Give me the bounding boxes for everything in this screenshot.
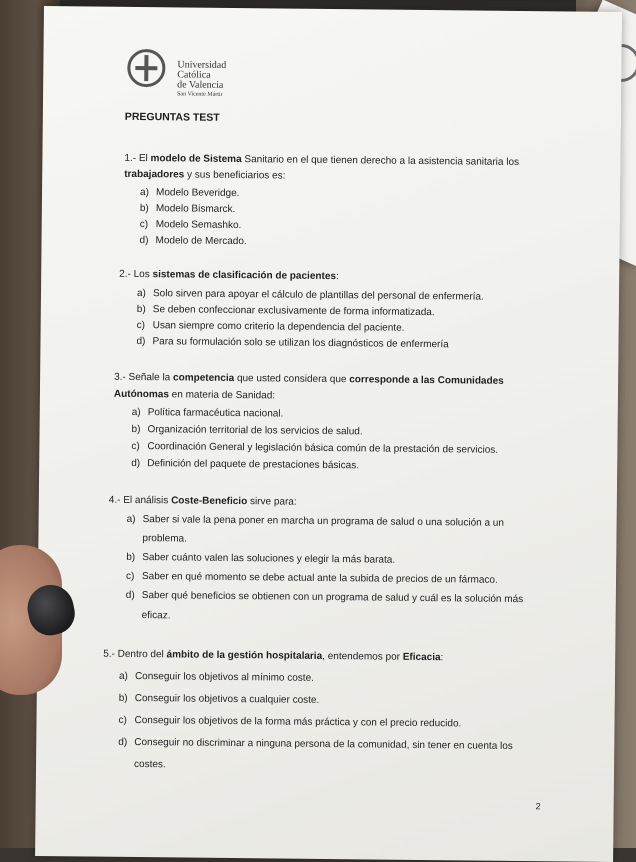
question-1 (124, 153, 519, 168)
option-letter: c) (136, 319, 146, 332)
university-seal-icon (127, 49, 165, 87)
option (126, 590, 523, 605)
option (137, 320, 405, 334)
option-text: Modelo Beveridge. (155, 187, 240, 200)
page-title: PREGUNTAS TEST (124, 110, 220, 124)
question-number: 5.- (103, 648, 115, 660)
page-number: 2 (535, 801, 541, 812)
question-text: y sus beneficiarios es: (184, 169, 286, 182)
option-letter: a) (139, 187, 150, 199)
option (131, 441, 498, 456)
question-text: en materia de Sanidad: (168, 389, 276, 402)
option-text: Se deben confeccionar exclusivamente de forma informatizada. (152, 304, 435, 319)
option (126, 552, 395, 566)
option-letter: b) (136, 303, 146, 316)
option-text: Conseguir no discriminar a ninguna persona de la comunidad, sin tener en cuenta los (134, 736, 513, 752)
question-text: El (138, 153, 151, 165)
option-text: Saber cuánto valen las soluciones y elegir la más barata. (142, 552, 396, 566)
option-letter: d) (139, 235, 149, 247)
option (127, 514, 504, 529)
option-text: Organización territorial de los servicios de salud. (147, 424, 363, 438)
option-letter: c) (139, 219, 149, 231)
question-text: : (440, 652, 444, 664)
question-text: que usted considera que (234, 373, 350, 386)
logo-line: San Vicente Mártir (177, 91, 223, 98)
question-1-cont (124, 169, 285, 182)
logo-line: Universidad (177, 59, 227, 71)
option (132, 424, 363, 437)
option-letter: a) (136, 287, 146, 300)
option-text: Saber si vale la pena poner en marcha un programa de salud o una solución a un (142, 514, 505, 529)
option (119, 671, 314, 684)
option (136, 336, 448, 350)
option (126, 571, 498, 586)
option-text: Solo sirven para apoyar el cálculo de plantillas del personal de enfermería. (152, 288, 484, 303)
option-letter: a) (131, 406, 141, 419)
question-keyword: corresponde a las Comunidades (349, 374, 504, 387)
question-3-cont (114, 389, 275, 402)
question-number: 2.- (119, 268, 131, 280)
option-text: Política farmacéutica nacional. (147, 407, 284, 420)
question-text: : (335, 271, 339, 283)
question-text: El análisis (123, 494, 172, 507)
option (118, 737, 513, 752)
option-letter: a) (126, 513, 136, 525)
option-letter: b) (131, 423, 141, 436)
option-text: Para su formulación solo se utilizan los diagnósticos de enfermería (152, 336, 449, 351)
question-text: Sanitario en el que tienen derecho a la asistencia sanitaria los (241, 154, 520, 168)
option-letter: a) (118, 670, 128, 682)
option (137, 304, 435, 318)
option (140, 203, 236, 215)
option-letter: c) (131, 440, 140, 453)
question-keyword: ámbito de la gestión hospitalaria (166, 649, 323, 662)
option (132, 407, 284, 420)
option-letter: d) (118, 736, 128, 748)
question-number: 4.- (108, 494, 121, 506)
option-text: Modelo Bismarck. (155, 203, 236, 216)
option-text: Modelo Semashko. (155, 219, 242, 232)
document-page (35, 6, 622, 862)
option-text: Coordinación General y legislación básica común de la prestación de servicios. (147, 441, 499, 456)
question-keyword: trabajadores (124, 168, 185, 181)
question-keyword: Coste-Beneficio (171, 495, 248, 508)
option-text: Conseguir los objetivos de la forma más práctica y con el precio reducido. (134, 714, 462, 730)
question-text: Dentro del (117, 648, 167, 661)
option-text: Definición del paquete de prestaciones básicas. (147, 458, 360, 472)
option-letter: d) (131, 457, 141, 470)
university-name (177, 60, 226, 99)
option-continuation: costes. (134, 758, 166, 771)
question-number: 3.- (114, 371, 126, 383)
logo-line: de Valencia (177, 79, 224, 91)
option-letter: b) (126, 551, 136, 563)
option-letter: b) (139, 203, 149, 215)
question-3 (114, 372, 504, 387)
option-text: Conseguir los objetivos a cualquier coste. (134, 692, 320, 706)
question-2 (119, 269, 339, 282)
question-keyword: competencia (172, 372, 235, 385)
option-letter: d) (125, 589, 135, 601)
option (137, 288, 484, 303)
option (119, 693, 320, 706)
option-text: Usan siempre como criterio la dependencia del paciente. (152, 320, 405, 334)
question-keyword: Autónomas (113, 388, 169, 401)
logo-line: Católica (177, 69, 211, 81)
option (139, 235, 246, 247)
question-5 (103, 649, 443, 664)
option-text: Saber qué beneficios se obtienen con un programa de salud y cuál es la solución más (141, 590, 524, 606)
question-text: sirve para: (247, 496, 297, 508)
option (140, 187, 240, 199)
option-letter: b) (118, 692, 128, 704)
option (131, 458, 359, 471)
option-continuation: problema. (142, 533, 187, 545)
option (118, 715, 461, 730)
question-keyword: sistemas de clasificación de pacientes (152, 269, 337, 283)
option-letter: c) (125, 570, 135, 582)
option (140, 219, 242, 231)
question-number: 1.- (124, 152, 137, 164)
option-text: Modelo de Mercado. (155, 235, 247, 248)
question-keyword: modelo de Sistema (150, 153, 242, 166)
question-text: Señale la (128, 371, 174, 384)
question-4 (109, 495, 297, 508)
question-text: Los (133, 268, 153, 281)
option-text: Conseguir los objetivos al mínimo coste. (134, 670, 315, 684)
option-letter: c) (118, 714, 127, 726)
question-text: , entendemos por (322, 650, 403, 663)
question-keyword: Eficacia (402, 651, 441, 664)
option-letter: d) (136, 335, 146, 348)
option-text: Saber en qué momento se debe actual ante la subida de precios de un fármaco. (141, 571, 498, 586)
option-continuation: eficaz. (141, 610, 171, 622)
